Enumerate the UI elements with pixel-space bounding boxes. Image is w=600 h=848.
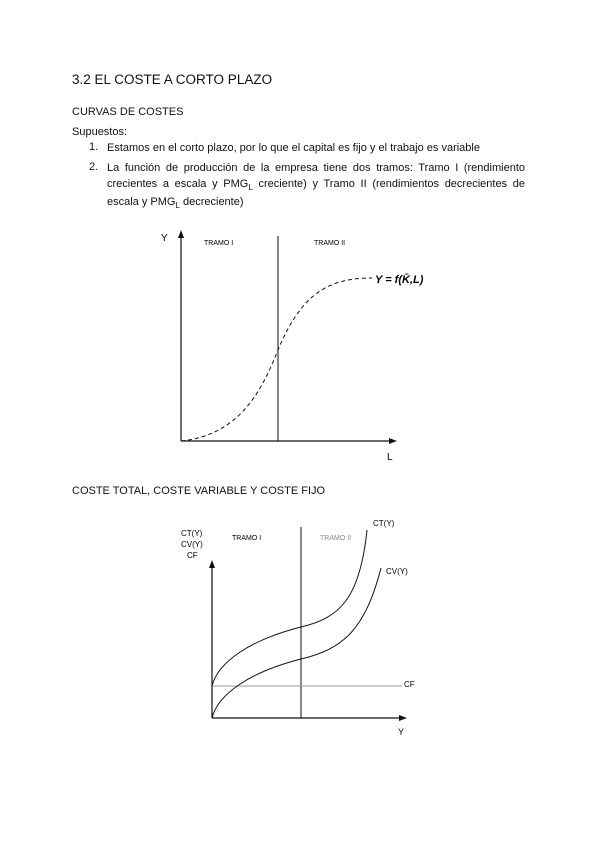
- text-run: decreciente): [179, 196, 244, 209]
- cf-line-label: CF: [404, 680, 415, 689]
- tramo1-label: TRAMO I: [204, 240, 234, 247]
- section-subtitle: CURVAS DE COSTES: [72, 106, 184, 118]
- tramo2-label: TRAMO II: [314, 240, 346, 247]
- y-axis-label-cv: CV(Y): [181, 540, 203, 549]
- page-title: 3.2 EL COSTE A CORTO PLAZO: [72, 72, 273, 87]
- list-item-text: Estamos en el corto plazo, por lo que el capital es fijo y el trabajo es variable: [107, 142, 480, 154]
- y-axis-label: Y: [161, 233, 168, 244]
- ct-curve-label: CT(Y): [373, 519, 395, 528]
- list-item-line: La función de producción de la empresa tiene dos tramos: Tramo I (rendimiento: [107, 162, 525, 174]
- production-function-label: Y = f(K̄,L): [375, 274, 424, 286]
- y-axis-label-ct: CT(Y): [181, 529, 203, 538]
- x-axis-label: Y: [398, 727, 405, 737]
- cv-curve-label: CV(Y): [386, 567, 408, 576]
- subscript: L: [248, 182, 253, 192]
- text-run: creciente) y Tramo II (rendimientos decrecientes de: [252, 177, 525, 190]
- tramo1-label: TRAMO I: [232, 535, 262, 542]
- list-item-number: 2.: [89, 161, 99, 173]
- supuestos-label: Supuestos:: [72, 126, 128, 138]
- y-axis-label-cf: CF: [187, 551, 198, 560]
- tramo2-label: TRAMO II: [320, 535, 352, 542]
- text-run: escala y PMG: [107, 196, 176, 209]
- x-axis-label: L: [387, 452, 393, 463]
- x-axis-arrow: [399, 715, 407, 721]
- y-axis-arrow: [209, 560, 215, 568]
- subscript: L: [175, 201, 180, 211]
- section2-title: COSTE TOTAL, COSTE VARIABLE Y COSTE FIJO: [72, 485, 326, 497]
- text-run: crecientes a escala y PMG: [107, 177, 249, 190]
- list-item-number: 1.: [89, 141, 99, 153]
- cv-curve: [212, 568, 381, 718]
